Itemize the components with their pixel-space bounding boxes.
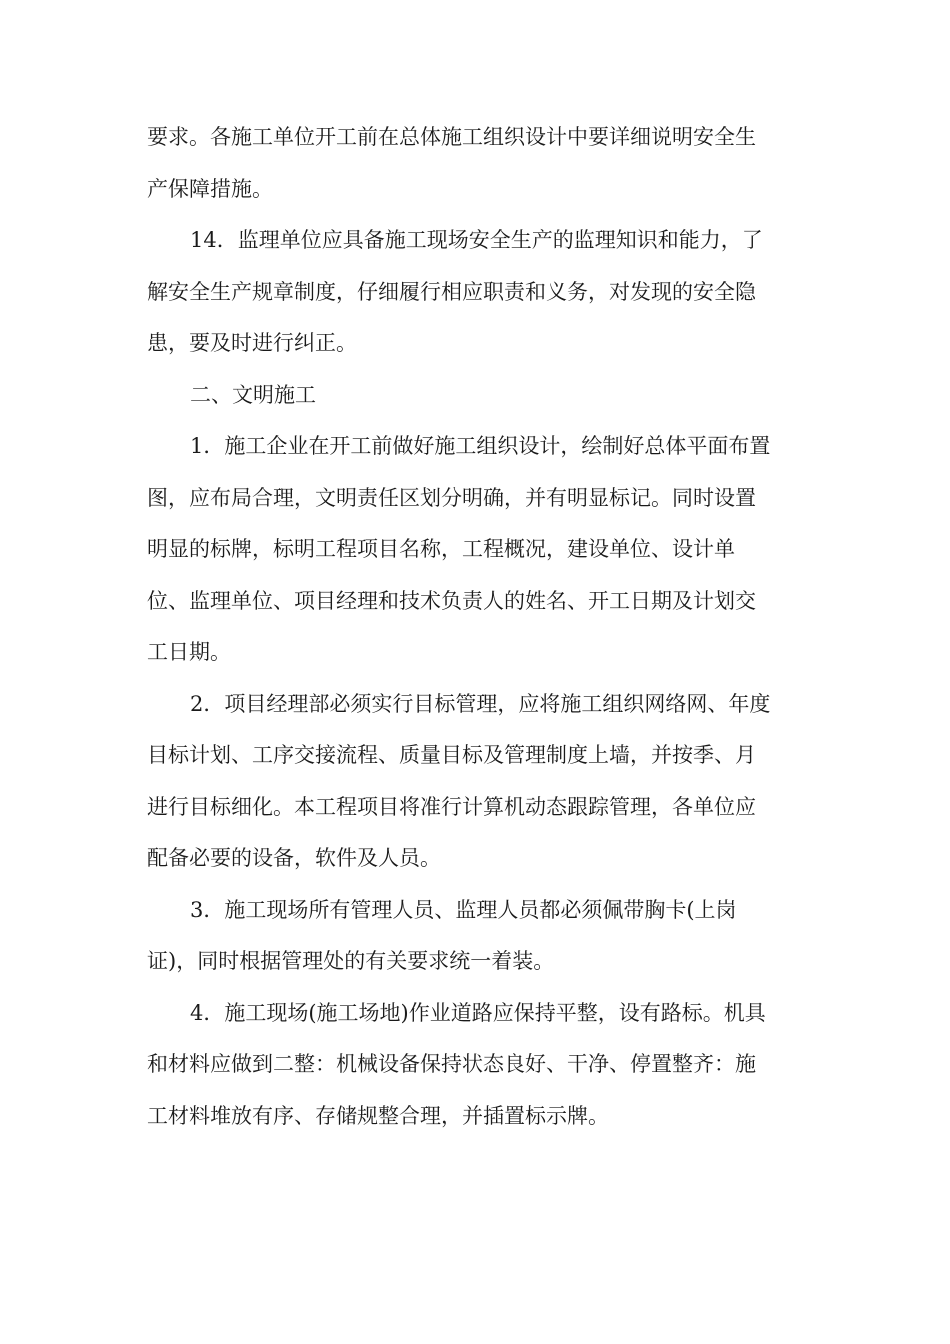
- text-line: 要求。各施工单位开工前在总体施工组织设计中要详细说明安全生: [147, 125, 756, 149]
- paragraph-start-line: 3．施工现场所有管理人员、监理人员都必须佩带胸卡(上岗: [190, 897, 737, 922]
- section-heading: 二、文明施工: [190, 382, 316, 407]
- text-line: 患，要及时进行纠正。: [147, 331, 357, 355]
- text-line: 进行目标细化。本工程项目将准行计算机动态跟踪管理，各单位应: [147, 794, 756, 819]
- text-line: 配备必要的设备，软件及人员。: [147, 846, 441, 870]
- text-line: 解安全生产规章制度，仔细履行相应职责和义务，对发现的安全隐: [147, 279, 756, 304]
- text-line: 证)，同时根据管理处的有关要求统一着装。: [147, 949, 555, 973]
- text-line: 工材料堆放有序、存储规整合理，并插置标示牌。: [147, 1103, 609, 1128]
- paragraph-start-line: 14．监理单位应具备施工现场安全生产的监理知识和能力，了: [190, 228, 763, 252]
- paragraph-start-line: 1．施工企业在开工前做好施工组织设计，绘制好总体平面布置: [190, 434, 771, 458]
- text-line: 目标计划、工序交接流程、质量目标及管理制度上墙，并按季、月: [147, 743, 756, 767]
- document-body: [147, 112, 807, 1142]
- text-line: 产保障措施。: [147, 176, 273, 201]
- text-line: 位、监理单位、项目经理和技术负责人的姓名、开工日期及计划交: [147, 588, 756, 613]
- paragraph-start-line: 4．施工现场(施工场地)作业道路应保持平整，设有路标。机具: [190, 1000, 766, 1025]
- paragraph-start-line: 2．项目经理部必须实行目标管理，应将施工组织网络网、年度: [190, 691, 771, 716]
- text-line: 明显的标牌，标明工程项目名称，工程概况，建设单位、设计单: [147, 537, 735, 561]
- text-line: 和材料应做到二整：机械设备保持状态良好、干净、停置整齐：施: [147, 1052, 756, 1076]
- text-line: 工日期。: [147, 640, 231, 664]
- text-line: 图，应布局合理，文明责任区划分明确，并有明显标记。同时设置: [147, 485, 756, 510]
